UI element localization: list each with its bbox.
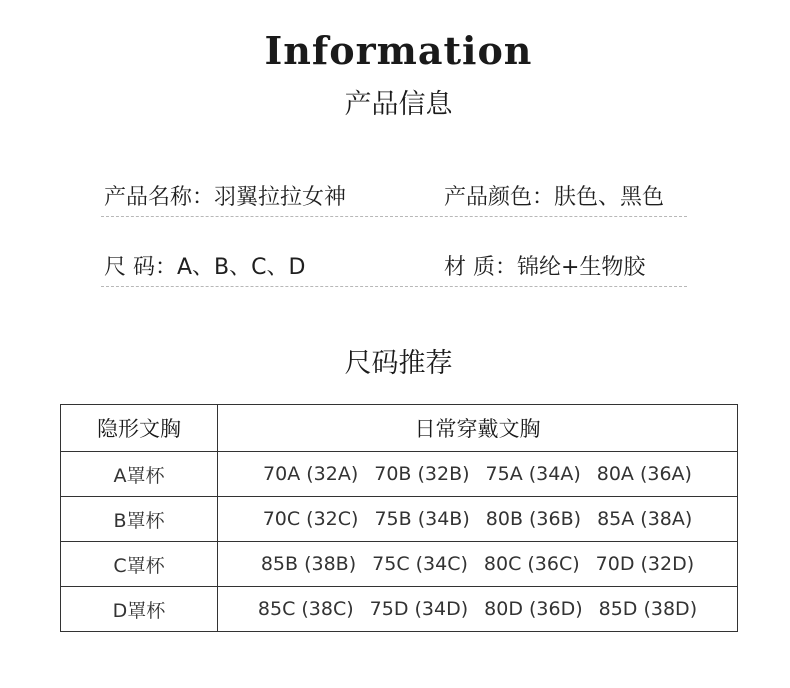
product-color: 产品颜色：肤色、黑色 [444, 185, 665, 210]
cup-cell: D罩杯 [61, 587, 218, 632]
size-value: 75D (34D) [369, 598, 469, 620]
size-value: 70C (32C) [262, 508, 359, 530]
size-value: 85D (38D) [598, 598, 698, 620]
size-value: 85C (38C) [257, 598, 354, 620]
cup-cell: A罩杯 [61, 452, 218, 497]
title-cn: 产品信息 [344, 89, 453, 120]
table-header-row [61, 405, 738, 452]
cup-cell: C罩杯 [61, 542, 218, 587]
size-value: 75C (34C) [372, 553, 468, 575]
sizes-cell [218, 452, 738, 497]
table-row [61, 542, 738, 587]
cup-cell: B罩杯 [61, 497, 218, 542]
table-row [61, 587, 738, 632]
sizes-cell [218, 587, 738, 632]
size-value: 80D (36D) [484, 598, 583, 620]
header-daily-bra: 日常穿戴文胸 [218, 405, 738, 452]
size-value: 80C (36C) [483, 553, 580, 575]
table-row [61, 497, 738, 542]
info-row-size-material [101, 246, 687, 287]
size-value: 75A (34A) [485, 463, 581, 485]
size-table [60, 404, 738, 632]
info-row-name-color [101, 176, 687, 217]
sizes-cell [218, 542, 738, 587]
size-value: 70D (32D) [595, 553, 695, 575]
header-invisible-bra: 隐形文胸 [61, 405, 218, 452]
product-material: 材 质：锦纶+生物胶 [444, 255, 646, 280]
size-value: 70A (32A) [263, 463, 359, 485]
size-value: 70B (32B) [374, 463, 470, 485]
size-value: 85A (38A) [597, 508, 693, 530]
product-name: 产品名称：羽翼拉拉女神 [104, 185, 347, 210]
product-sizes: 尺 码：A、B、C、D [104, 255, 306, 280]
size-value: 80B (36B) [485, 508, 582, 530]
size-value: 80A (36A) [596, 463, 692, 485]
size-value: 85B (38B) [260, 553, 357, 575]
table-row [61, 452, 738, 497]
title-en: Information [264, 28, 533, 73]
sizes-cell [218, 497, 738, 542]
size-value: 75B (34B) [374, 508, 470, 530]
size-section-title: 尺码推荐 [344, 348, 453, 379]
